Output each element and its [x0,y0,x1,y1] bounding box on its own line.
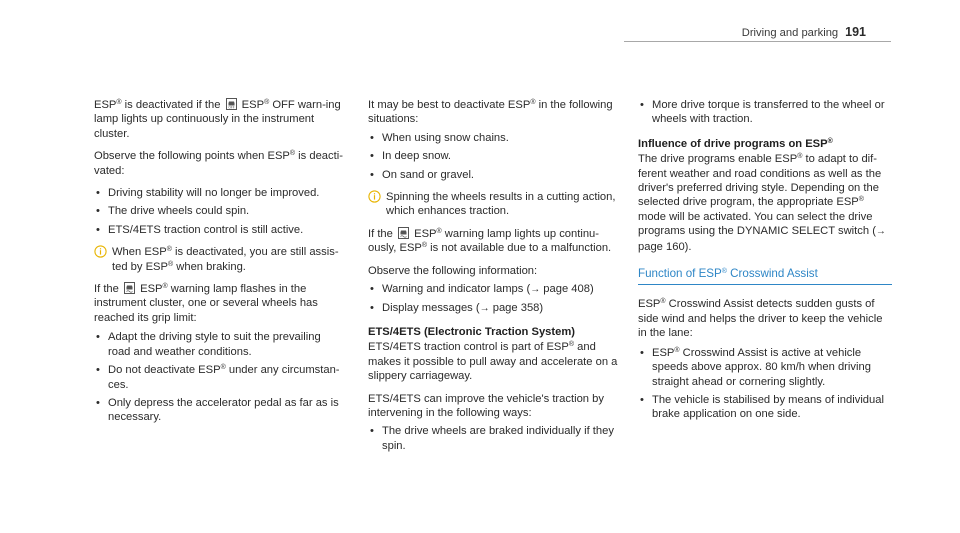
page-link[interactable]: page 160). [638,240,692,253]
header-rule [624,41,891,42]
page-link[interactable]: page 358) [489,302,544,315]
paragraph-lamp-continuous: If the ESP® warning lamp lights up continu-ously, ESP® is not available due to a malfunction. [368,227,612,255]
svg-text:OFF: OFF [227,105,235,109]
esp-off-warning-lamp-icon [226,98,237,110]
note-braking-assist: When ESP® is deactivated, you are still assis-ted by ESP® when braking. [94,245,344,274]
column-left [94,98,344,433]
list-item: • The drive wheels are braked individually if they spin. [368,424,618,453]
list-item: • ESP® Crosswind Assist is active at vehicle speeds above approx. 80 km/h when driving straight ahead or cornering slightly. [638,346,892,389]
page-number: 191 [845,25,866,39]
list-item: • Display messages (→ page 358) [368,301,618,316]
paragraph-esp-deactivated: ESP® is deactivated if the OFF ESP® OFF warn-ing lamp lights up continuously in the instrument cluster. [94,99,341,140]
cross-reference-arrow[interactable]: → [530,284,541,296]
page-link[interactable]: page 408) [540,283,594,296]
list-deactivate-situations [368,131,618,182]
section-title: Driving and parking [741,27,839,39]
page-header [742,25,866,40]
list-item: • Only depress the accelerator pedal as far as is necessary. [94,396,344,425]
heading-ets: ETS/4ETS (Electronic Traction System) [368,325,576,338]
list-item: • ETS/4ETS traction control is still active. [94,223,344,237]
heading-drive-programs: Influence of drive programs on ESP® [638,137,833,150]
note-spinning-wheels: Spinning the wheels results in a cutting action, which enhances traction. [368,190,618,219]
paragraph-lamp-flashes: If the ESP® warning lamp flashes in the instrument cluster, one or several wheels has reached its grip limit: [94,283,318,324]
list-item: • Adapt the driving style to suit the prevailing road and weather conditions. [94,330,344,359]
list-item: • When using snow chains. [368,131,618,145]
esp-warning-lamp-icon [398,227,409,239]
cross-reference-arrow[interactable]: → [479,303,490,315]
paragraph-ets-part-of-esp: ETS/4ETS traction control is part of ESP® and makes it possible to pull away and accelerate on a slippery carriageway. [368,341,618,383]
column-middle [368,98,618,461]
list-item: • In deep snow. [368,149,618,163]
list-item: • Driving stability will no longer be improved. [94,186,344,200]
heading-crosswind-assist: Function of ESP® Crosswind Assist [638,267,892,285]
list-item: • Warning and indicator lamps (→ page 408) [368,282,618,297]
paragraph-best-to-deactivate: It may be best to deactivate ESP® in the following situations: [368,99,613,126]
info-note-icon [368,190,381,203]
list-item: • On sand or gravel. [368,168,618,182]
list-item: • More drive torque is transferred to the wheel or wheels with traction. [638,98,892,127]
list-item: • The vehicle is stabilised by means of individual brake application on one side. [638,393,892,422]
paragraph-observe-info: Observe the following information: [368,264,538,277]
cross-reference-arrow[interactable]: → [875,226,886,238]
list-deactivated-effects [94,186,344,237]
info-note-icon [94,245,107,258]
list-grip-limit-advice [94,330,344,424]
paragraph-crosswind-detects: ESP® Crosswind Assist detects sudden gusts of side wind and helps the driver to keep the vehicle in the lane: [638,298,883,340]
list-cross-references [368,282,618,317]
paragraph-ets-improve: ETS/4ETS can improve the vehicle's traction by intervening in the following ways: [368,392,604,419]
paragraph-observe-points: Observe the following points when ESP® is deacti-vated: [94,150,343,177]
list-item: • Do not deactivate ESP® under any circumstan-ces. [94,363,344,392]
list-item: • The drive wheels could spin. [94,204,344,218]
list-crosswind-details [638,346,892,422]
column-right [638,98,892,430]
paragraph-drive-programs: The drive programs enable ESP® to adapt to dif-ferent weather and road conditions as well as the driver's preferred driving style. Depending on the selected drive program, the appropriate ESP® mode will be activated. You can select the drive programs using the DYNAMIC SELECT switch (→ page 160). [638,153,886,253]
list-ets-ways [368,424,618,453]
list-ets-ways-continued [638,98,892,127]
esp-warning-lamp-icon [124,282,135,294]
